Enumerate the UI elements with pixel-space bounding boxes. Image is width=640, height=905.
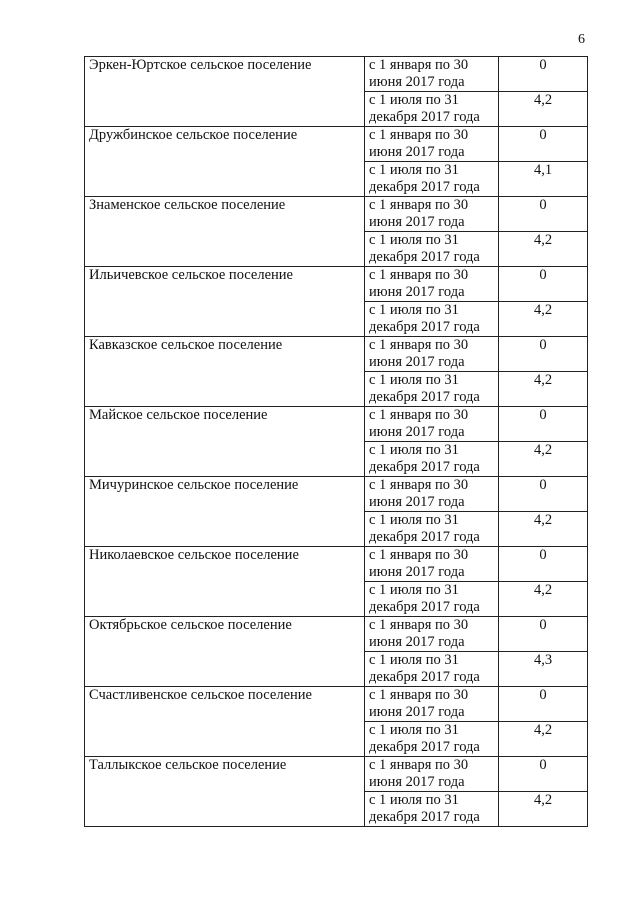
rate-value-cell: 4,1 xyxy=(499,162,588,197)
rate-value-cell: 0 xyxy=(499,687,588,722)
period-cell: с 1 июля по 31 декабря 2017 года xyxy=(365,582,499,617)
rate-value-cell: 4,2 xyxy=(499,232,588,267)
period-cell: с 1 января по 30 июня 2017 года xyxy=(365,547,499,582)
settlement-name-cell: Майское сельское поселение xyxy=(85,407,365,477)
page-number: 6 xyxy=(578,32,585,47)
period-cell: с 1 января по 30 июня 2017 года xyxy=(365,617,499,652)
settlement-name-cell: Эркен-Юртское сельское поселение xyxy=(85,57,365,127)
rate-value-cell: 4,2 xyxy=(499,792,588,827)
settlement-name-cell: Николаевское сельское поселение xyxy=(85,547,365,617)
settlement-name-cell: Октябрьское сельское поселение xyxy=(85,617,365,687)
rate-value-cell: 0 xyxy=(499,337,588,372)
period-cell: с 1 января по 30 июня 2017 года xyxy=(365,687,499,722)
rate-value-cell: 0 xyxy=(499,197,588,232)
period-cell: с 1 января по 30 июня 2017 года xyxy=(365,57,499,92)
rate-value-cell: 4,2 xyxy=(499,582,588,617)
table-row xyxy=(85,337,588,372)
rate-value-cell: 4,2 xyxy=(499,442,588,477)
table-row xyxy=(85,407,588,442)
rate-value-cell: 0 xyxy=(499,267,588,302)
period-cell: с 1 июля по 31 декабря 2017 года xyxy=(365,722,499,757)
rate-value-cell: 0 xyxy=(499,547,588,582)
period-cell: с 1 июля по 31 декабря 2017 года xyxy=(365,372,499,407)
rate-value-cell: 0 xyxy=(499,477,588,512)
period-cell: с 1 июля по 31 декабря 2017 года xyxy=(365,232,499,267)
period-cell: с 1 января по 30 июня 2017 года xyxy=(365,267,499,302)
settlement-name-cell: Дружбинское сельское поселение xyxy=(85,127,365,197)
settlement-name-cell: Ильичевское сельское поселение xyxy=(85,267,365,337)
settlement-name-cell: Мичуринское сельское поселение xyxy=(85,477,365,547)
rates-table xyxy=(84,56,588,827)
rate-value-cell: 4,2 xyxy=(499,512,588,547)
rate-value-cell: 0 xyxy=(499,407,588,442)
table-row xyxy=(85,477,588,512)
period-cell: с 1 января по 30 июня 2017 года xyxy=(365,197,499,232)
period-cell: с 1 июля по 31 декабря 2017 года xyxy=(365,792,499,827)
settlement-name-cell: Счастливенское сельское поселение xyxy=(85,687,365,757)
rate-value-cell: 4,2 xyxy=(499,92,588,127)
period-cell: с 1 июля по 31 декабря 2017 года xyxy=(365,162,499,197)
period-cell: с 1 июля по 31 декабря 2017 года xyxy=(365,92,499,127)
table-row xyxy=(85,197,588,232)
period-cell: с 1 июля по 31 декабря 2017 года xyxy=(365,442,499,477)
settlement-name-cell: Таллыкское сельское поселение xyxy=(85,757,365,827)
rates-table-body xyxy=(85,57,588,827)
table-row xyxy=(85,547,588,582)
settlement-name-cell: Знаменское сельское поселение xyxy=(85,197,365,267)
rate-value-cell: 0 xyxy=(499,617,588,652)
period-cell: с 1 июля по 31 декабря 2017 года xyxy=(365,512,499,547)
period-cell: с 1 января по 30 июня 2017 года xyxy=(365,127,499,162)
rate-value-cell: 4,3 xyxy=(499,652,588,687)
period-cell: с 1 января по 30 июня 2017 года xyxy=(365,757,499,792)
rate-value-cell: 4,2 xyxy=(499,372,588,407)
table-row xyxy=(85,267,588,302)
table-row xyxy=(85,617,588,652)
rate-value-cell: 4,2 xyxy=(499,302,588,337)
table-row xyxy=(85,687,588,722)
rate-value-cell: 0 xyxy=(499,57,588,92)
period-cell: с 1 января по 30 июня 2017 года xyxy=(365,407,499,442)
table-row xyxy=(85,127,588,162)
table-row xyxy=(85,757,588,792)
table-row xyxy=(85,57,588,92)
period-cell: с 1 июля по 31 декабря 2017 года xyxy=(365,652,499,687)
period-cell: с 1 января по 30 июня 2017 года xyxy=(365,477,499,512)
rate-value-cell: 0 xyxy=(499,127,588,162)
rate-value-cell: 4,2 xyxy=(499,722,588,757)
period-cell: с 1 июля по 31 декабря 2017 года xyxy=(365,302,499,337)
rate-value-cell: 0 xyxy=(499,757,588,792)
period-cell: с 1 января по 30 июня 2017 года xyxy=(365,337,499,372)
settlement-name-cell: Кавказское сельское поселение xyxy=(85,337,365,407)
